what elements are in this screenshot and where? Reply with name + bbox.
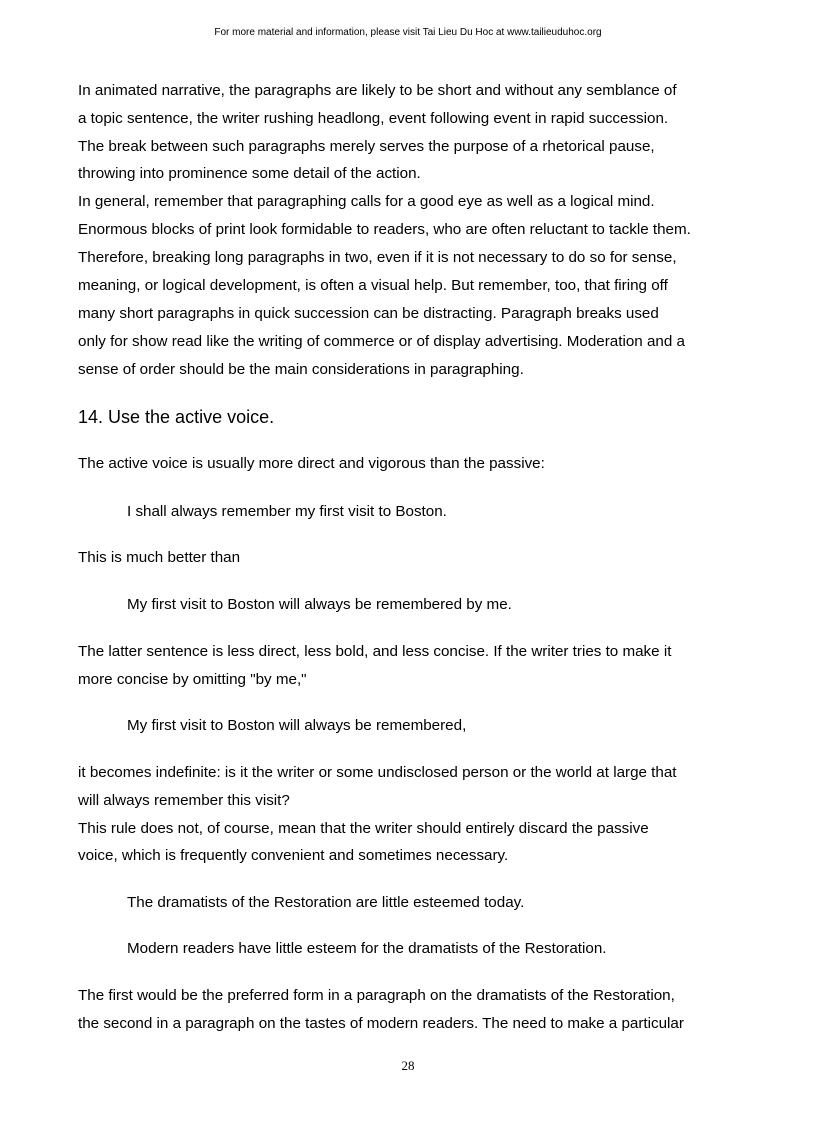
body-line: a topic sentence, the writer rushing headlong, event following event in rapid succession. (78, 110, 669, 127)
body-line: This is much better than (78, 549, 241, 566)
body-line: only for show read like the writing of commerce or of display advertising. Moderation and a (78, 333, 685, 350)
body-line: sense of order should be the main considerations in paragraphing. (78, 361, 524, 378)
section-heading: 14. Use the active voice. (78, 407, 275, 427)
example-sentence: My first visit to Boston will always be remembered, (127, 717, 467, 734)
body-line: it becomes indefinite: is it the writer or some undisclosed person or the world at large that (78, 764, 677, 781)
body-line: Therefore, breaking long paragraphs in two, even if it is not necessary to do so for sense, (78, 249, 677, 266)
example-sentence: The dramatists of the Restoration are little esteemed today. (127, 894, 525, 911)
body-line: The break between such paragraphs merely serves the purpose of a rhetorical pause, (78, 138, 655, 155)
page-header: For more material and information, please visit Tai Lieu Du Hoc at www.tailieuduhoc.org (214, 27, 602, 38)
body-line: the second in a paragraph on the tastes of modern readers. The need to make a particular (78, 1015, 684, 1032)
page-number: 28 (401, 1058, 415, 1073)
body-line: will always remember this visit? (78, 792, 290, 809)
body-line: voice, which is frequently convenient and sometimes necessary. (78, 847, 509, 864)
body-line: more concise by omitting "by me," (78, 671, 307, 688)
body-line: throwing into prominence some detail of the action. (78, 165, 421, 182)
example-sentence: My first visit to Boston will always be remembered by me. (127, 596, 512, 613)
body-line: The active voice is usually more direct and vigorous than the passive: (78, 455, 545, 472)
body-line: In general, remember that paragraphing calls for a good eye as well as a logical mind. (78, 193, 655, 210)
body-line: The first would be the preferred form in a paragraph on the dramatists of the Restoration, (78, 987, 675, 1004)
example-sentence: Modern readers have little esteem for the dramatists of the Restoration. (127, 940, 607, 957)
body-line: The latter sentence is less direct, less bold, and less concise. If the writer tries to make it (78, 643, 672, 660)
example-sentence: I shall always remember my first visit to Boston. (127, 503, 447, 520)
body-line: meaning, or logical development, is often a visual help. But remember, too, that firing off (78, 277, 668, 294)
body-line: many short paragraphs in quick succession can be distracting. Paragraph breaks used (78, 305, 659, 322)
body-line: In animated narrative, the paragraphs are likely to be short and without any semblance of (78, 82, 677, 99)
body-line: This rule does not, of course, mean that the writer should entirely discard the passive (78, 820, 649, 837)
body-line: Enormous blocks of print look formidable to readers, who are often reluctant to tackle them. (78, 221, 691, 238)
